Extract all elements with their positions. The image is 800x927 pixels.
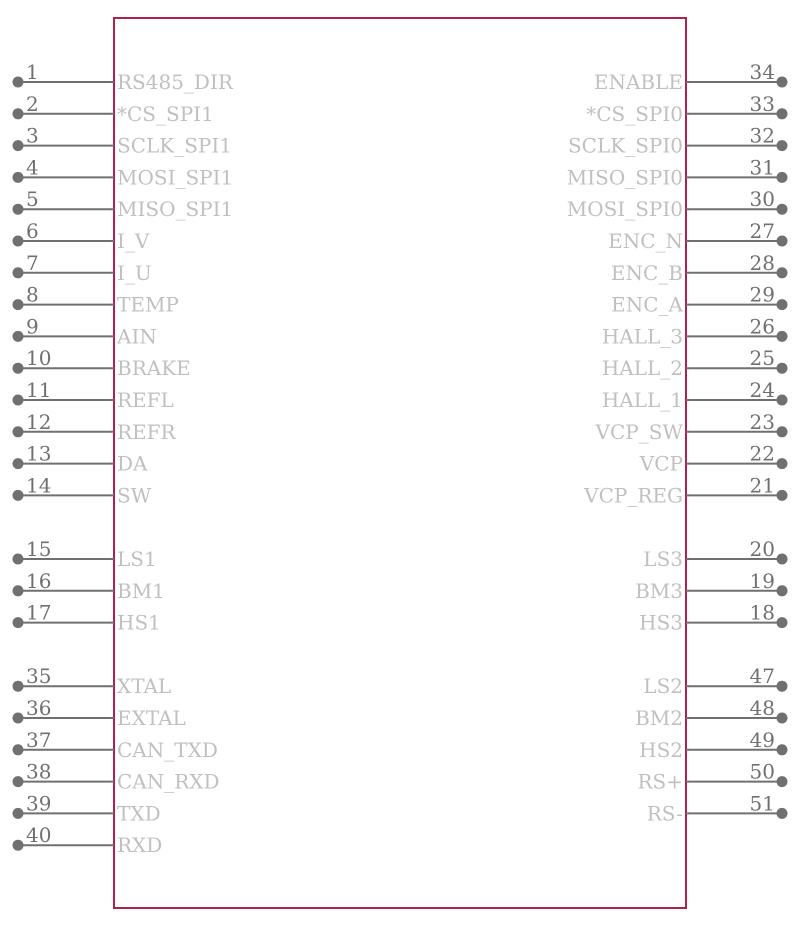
pin-end-dot [13,744,24,755]
pin-end-dot [13,331,24,342]
pin-label: HALL_2 [601,356,683,381]
pin-end-dot [13,140,24,151]
pin-end-dot [13,267,24,278]
pin-number: 51 [749,791,775,816]
pin-end-dot [13,808,24,819]
pin-label: ENC_B [610,260,683,285]
pin-end-dot [777,204,788,215]
pin-end-dot [777,681,788,692]
pin-label: HALL_3 [601,324,683,349]
pin-number: 17 [26,600,52,625]
right-pin-20 [643,537,787,571]
pin-label: SCLK_SPI1 [117,133,233,158]
pin-label: ENC_N [608,229,683,253]
right-pin-32 [568,124,788,158]
pin-end-dot [777,140,788,151]
pin-label: MOSI_SPI0 [566,197,683,222]
pin-end-dot [777,172,788,183]
pin-label: TEMP [117,292,179,317]
pin-label: REFR [117,419,176,444]
pin-label: EXTAL [117,706,186,730]
pin-label: BM1 [117,578,165,603]
pin-number: 31 [749,155,775,180]
pin-label: ENC_A [611,292,683,317]
pin-label: BRAKE [117,356,191,381]
left-pin-38 [13,760,220,794]
pin-end-dot [13,108,24,119]
pin-end-dot [777,713,788,724]
pin-number: 7 [26,250,39,275]
pin-number: 8 [26,282,39,307]
pin-number: 25 [749,346,775,371]
pin-number: 50 [749,759,775,784]
left-pin-group [13,60,234,857]
pin-number: 23 [749,409,775,434]
pin-end-dot [13,585,24,596]
pin-end-dot [777,808,788,819]
pin-end-dot [13,490,24,501]
pin-label: RS+ [637,769,683,794]
pin-label: DA [117,451,148,476]
pin-number: 27 [749,219,775,243]
right-pin-24 [602,378,788,412]
pin-number: 3 [26,123,39,148]
pin-label: HS2 [639,737,683,762]
pin-number: 37 [26,727,52,752]
pin-end-dot [777,585,788,596]
left-pin-10 [13,346,191,380]
pin-label: XTAL [117,674,172,699]
pin-end-dot [777,426,788,437]
pin-number: 30 [749,187,775,212]
left-pin-7 [13,251,152,285]
left-pin-4 [13,155,234,189]
left-pin-9 [13,314,157,348]
pin-number: 48 [749,696,775,720]
pin-number: 47 [749,664,775,689]
pin-number: 2 [26,91,39,116]
pin-label: BM2 [635,706,683,730]
pin-end-dot [777,299,788,310]
pin-label: LS2 [643,674,683,699]
pin-end-dot [13,554,24,565]
pin-number: 6 [26,219,39,243]
left-pin-15 [13,537,157,571]
pin-number: 39 [26,791,52,816]
left-pin-8 [13,283,179,317]
right-pin-30 [567,187,788,221]
right-pin-47 [643,664,787,698]
pin-end-dot [13,236,24,247]
pin-end-dot [777,617,788,628]
pin-label: MISO_SPI0 [566,165,683,190]
right-pin-31 [567,155,788,189]
right-pin-22 [639,442,788,476]
pin-label: *CS_SPI0 [586,101,683,126]
pin-end-dot [777,458,788,469]
right-pin-26 [602,314,788,348]
right-pin-25 [602,346,788,380]
pin-number: 36 [26,696,52,720]
left-pin-12 [13,410,177,444]
pin-end-dot [13,458,24,469]
pin-label: RXD [117,833,163,858]
left-pin-11 [13,378,174,412]
pin-end-dot [777,267,788,278]
pin-label: MISO_SPI1 [117,197,234,222]
right-pin-29 [611,283,787,317]
left-pin-1 [13,60,234,94]
pin-end-dot [13,840,24,851]
pin-number: 38 [26,759,52,784]
left-pin-6 [13,219,150,253]
pin-number: 9 [26,314,39,339]
left-pin-14 [13,473,152,507]
pin-end-dot [13,713,24,724]
pin-end-dot [777,363,788,374]
pin-end-dot [13,426,24,437]
pin-label: RS- [646,801,683,826]
pin-end-dot [777,395,788,406]
pin-label: LS1 [117,547,157,571]
pin-label: LS3 [643,547,683,571]
pin-number: 18 [749,600,775,625]
right-pin-18 [639,601,787,635]
pin-number: 34 [749,60,775,84]
pin-number: 24 [749,378,775,402]
right-pin-34 [594,60,788,94]
pin-end-dot [777,776,788,787]
pin-end-dot [777,108,788,119]
pin-label: BM3 [635,578,683,603]
pin-number: 29 [749,282,775,307]
pin-number: 40 [26,823,52,848]
pin-number: 5 [26,187,39,212]
pin-label: I_U [117,260,152,285]
pin-end-dot [13,172,24,183]
left-pin-13 [13,442,149,476]
pin-label: REFL [117,388,174,412]
pin-number: 12 [26,409,52,434]
pin-label: TXD [117,801,161,826]
pin-end-dot [13,395,24,406]
pin-end-dot [13,617,24,628]
right-pin-28 [611,251,788,285]
pin-end-dot [777,77,788,88]
pin-label: SW [117,483,152,508]
pin-number: 15 [26,537,52,561]
pin-label: VCP_REG [584,483,683,508]
left-pin-16 [13,569,165,603]
left-pin-5 [13,187,234,221]
pin-label: CAN_RXD [117,769,220,794]
pin-number: 26 [749,314,775,339]
pin-label: HS3 [639,610,683,635]
pin-label: HS1 [117,610,161,635]
pin-number: 32 [749,123,775,148]
pin-end-dot [13,77,24,88]
pin-label: I_V [117,229,150,253]
pin-number: 13 [26,441,52,466]
pin-label: SCLK_SPI0 [567,133,683,158]
pin-end-dot [777,236,788,247]
pin-number: 11 [26,378,52,402]
pin-number: 35 [26,664,52,689]
pin-label: HALL_1 [601,388,683,412]
pin-label: AIN [117,324,157,349]
right-pin-19 [635,569,787,603]
pin-end-dot [13,681,24,692]
right-pin-48 [635,696,787,730]
pin-number: 21 [749,473,775,498]
pin-end-dot [13,204,24,215]
right-pin-group [567,60,788,825]
pin-number: 10 [26,346,52,371]
pin-end-dot [777,331,788,342]
right-pin-27 [608,219,787,253]
pin-number: 33 [749,91,775,116]
pin-label: MOSI_SPI1 [117,165,234,190]
pin-end-dot [777,744,788,755]
left-pin-36 [13,696,186,730]
pin-number: 20 [749,537,775,561]
left-pin-17 [13,601,161,635]
pin-number: 14 [26,473,52,498]
pin-number: 19 [749,568,775,593]
pin-number: 28 [749,250,775,275]
left-pin-3 [13,124,233,158]
pin-label: ENABLE [593,70,683,94]
pin-end-dot [777,554,788,565]
pin-end-dot [13,363,24,374]
pin-label: CAN_TXD [117,737,218,762]
pin-label: *CS_SPI1 [117,101,214,126]
pin-number: 49 [749,727,775,752]
right-pin-50 [637,760,787,794]
left-pin-40 [13,823,163,857]
right-pin-51 [647,791,788,825]
pin-label: VCP_SW [595,419,683,444]
pin-label: RS485_DIR [117,70,233,94]
pin-number: 1 [26,60,39,84]
left-pin-35 [13,664,172,698]
right-pin-23 [595,410,788,444]
left-pin-37 [13,728,218,762]
pin-end-dot [13,776,24,787]
pin-number: 22 [749,441,775,466]
pin-label: VCP [639,451,683,476]
pin-end-dot [777,490,788,501]
pin-number: 4 [26,155,39,180]
right-pin-49 [639,728,787,762]
left-pin-39 [13,791,161,825]
pin-number: 16 [26,568,52,593]
pin-end-dot [13,299,24,310]
